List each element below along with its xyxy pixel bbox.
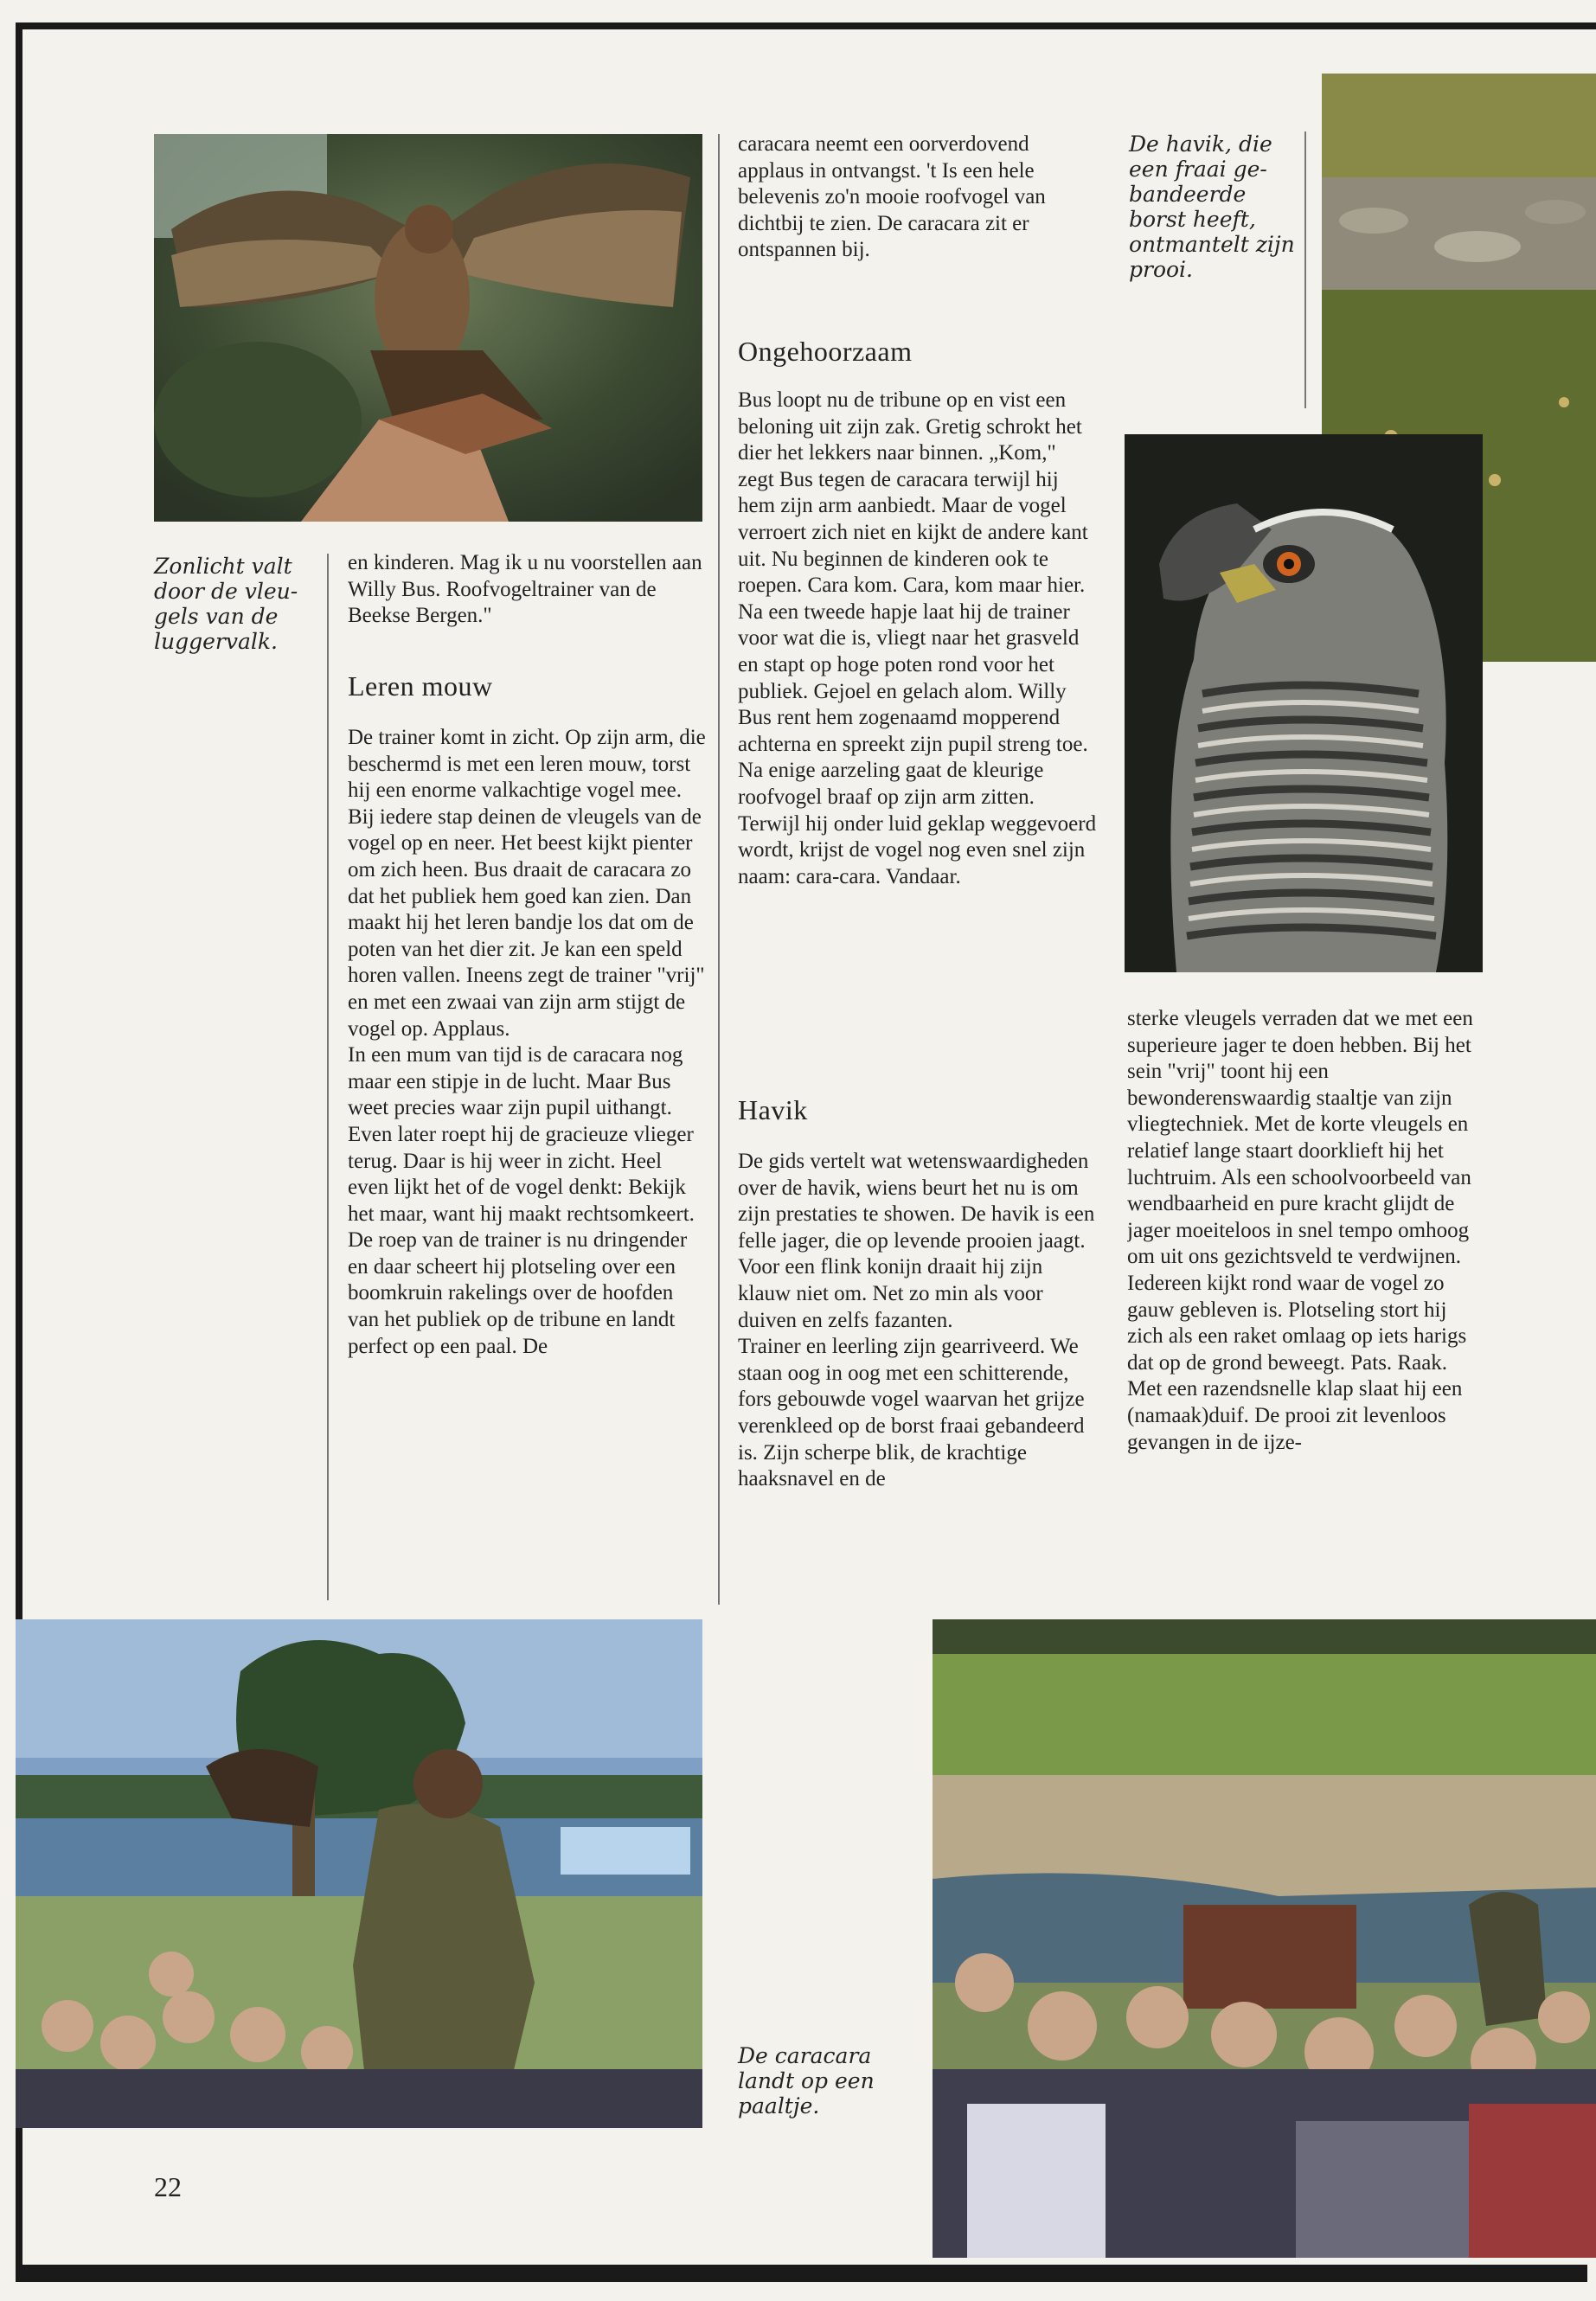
page-border-bottom bbox=[16, 2265, 1596, 2282]
col3-body: sterke vleugels verraden dat we met een superieure jager te doen hebben. Bij het sein "vrij" toont hij een bewonderenswaardig staaltje van zijn vliegtechniek. Met de korte vleugels en relatief lange staart doorklieft hij het luchtruim. Als een schoolvoorbeeld van wendbaarheid en pure kracht glijdt de jager moeiteloos in snel tempo omhoog om uit ons gezichtsveld te verdwijnen. Iedereen kijkt rond waar de vogel zo gauw gebleven is. Plotseling stort hij zich als een raket omlaag op iets harigs dat op de grond beweegt. Pats. Raak. Met een razendsnelle klap slaat hij een (namaak)duif. De prooi zit levenloos gevangen in de ijze- bbox=[1127, 1007, 1473, 1454]
column-rule bbox=[718, 134, 720, 1605]
caption-goshawk: De havik, die een fraai ge- bandeerde borst heeft, ontmantelt zijn prooi. bbox=[1129, 131, 1295, 282]
heading-havik: Havik bbox=[738, 1094, 808, 1125]
heading-leren-mouw: Leren mouw bbox=[348, 670, 493, 702]
col2-paragraph: Trainer en leerling zijn gearriveerd. We staan oog in oog met een schitterende, fors gebouwde vogel waarvan het grijze verenkleed op de borst fraai gebandeerd is. Zijn scherpe blik, de krachtige haaksnavel en de bbox=[738, 1335, 1085, 1491]
column-rule bbox=[1304, 131, 1306, 408]
col1-body bbox=[348, 725, 706, 1607]
page-number: 22 bbox=[154, 2171, 182, 2202]
photo-buzzard bbox=[154, 134, 702, 522]
page-border-top bbox=[16, 22, 1596, 29]
caption-buzzard: Zonlicht valt door de vleu- gels van de luggervalk. bbox=[154, 554, 298, 654]
col2-paragraph: De gids vertelt wat wetenswaardigheden over de havik, wiens beurt het nu is om zijn prestaties te showen. De havik is een felle jager, die op levende prooien jaagt. Voor een flink konijn draait hij zijn klauw niet om. Net zo min als voor duiven en zelfs fazanten. bbox=[738, 1150, 1095, 1332]
caption-caracara: De caracara landt op een paaltje. bbox=[738, 2043, 875, 2118]
col1-paragraph: In een mum van tijd is de caracara nog maar een stipje in de lucht. Maar Bus weet precies waar zijn pupil uithangt. Even later roept hij de gracieuze vlieger terug. Daar is hij weer in zicht. Heel even lijkt het of de vogel denkt: Bekijk het maar, want hij maakt rechtsomkeert. De roep van de trainer is nu dringender en daar scheert hij plotseling over een boomkruin rakelings over de hoofden van het publiek op de tribune en landt perfect op een paal. De bbox=[348, 1043, 695, 1358]
col1-paragraph: De trainer komt in zicht. Op zijn arm, die beschermd is met een leren mouw, torst hij een enorme valkachtige vogel mee. Bij iedere stap deinen de vleugels van de vogel op en neer. Het beest kijkt pienter om zich heen. Bus draait de caracara zo dat het publiek hem goed kan zien. Dan maakt hij het leren bandje los dat om de poten van het dier zit. Je kan een speld horen vallen. Ineens zegt de trainer "vrij" en met een zwaai van zijn arm stijgt de vogel op. Applaus. bbox=[348, 726, 706, 1041]
col2-lead: caracara neemt een oorverdovend applaus in ontvangst. 't Is een hele belevenis zo'n mooie roofvogel van dichtbij te zien. De caracara zit er ontspannen bij. bbox=[738, 132, 1046, 262]
heading-ongehoorzaam: Ongehoorzaam bbox=[738, 336, 913, 367]
col2-body: Bus loopt nu de tribune op en vist een beloning uit zijn zak. Gretig schrokt het dier het lekkers naar binnen. „Kom," zegt Bus tegen de caracara terwijl hij hem zijn arm aanbiedt. Maar de vogel verroert zich niet en kijkt de andere kant uit. Nu beginnen de kinderen ook te roepen. Cara kom. Cara, kom maar hier. Na een tweede hapje laat hij de trainer voor wat die is, vliegt naar het grasveld en stapt op hoge poten rond voor het publiek. Gejoel en gelach alom. Willy Bus rent hem zogenaamd mopperend achterna en spreekt zijn pupil streng toe. Na enige aarzeling gaat de kleurige roofvogel braaf op zijn arm zitten. Terwijl hij onder luid geklap weggevoerd wordt, krijst de vogel nog even snel zijn naam: cara-cara. Vandaar. bbox=[738, 388, 1097, 888]
col2-body-havik bbox=[738, 1149, 1097, 1607]
photo-crowd bbox=[933, 1619, 1596, 2258]
photo-goshawk bbox=[1125, 434, 1483, 972]
photo-trainer bbox=[16, 1619, 702, 2128]
col1-lead: en kinderen. Mag ik u nu voorstellen aan Willy Bus. Roofvogeltrainer van de Beekse Bergen." bbox=[348, 551, 702, 628]
column-rule bbox=[327, 554, 329, 1600]
